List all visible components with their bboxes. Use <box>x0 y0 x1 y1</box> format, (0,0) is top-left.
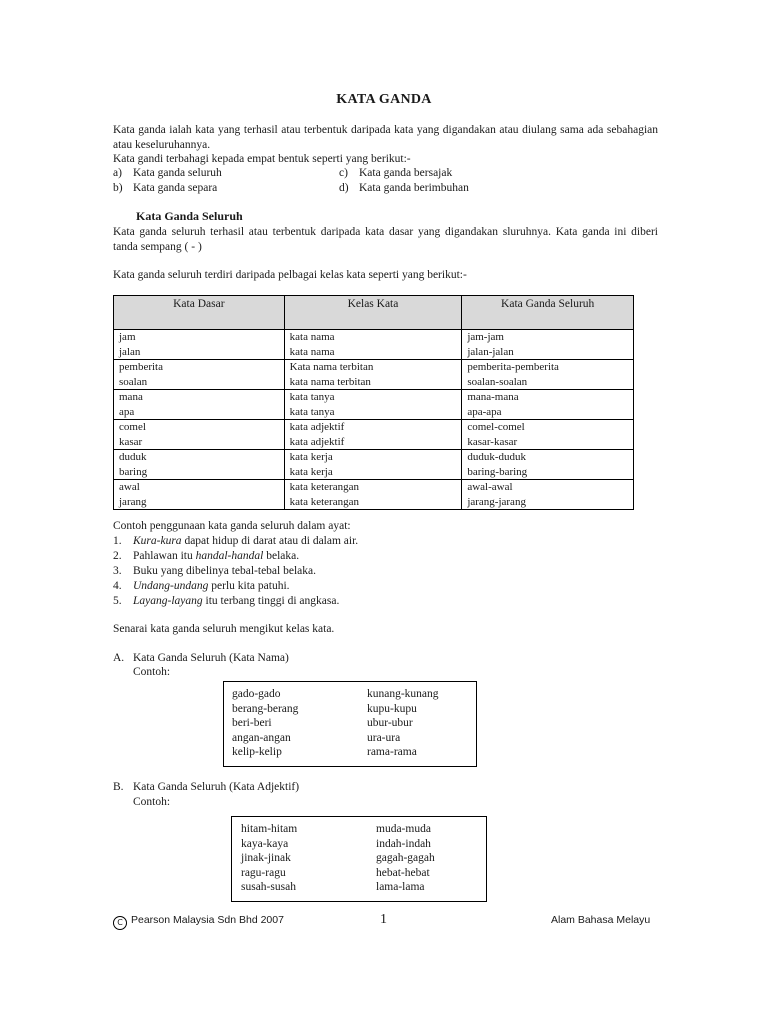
example-word: kupu-kupu <box>367 702 417 715</box>
example-box-kata-nama <box>223 681 477 767</box>
intro-paragraph: Kata ganda ialah kata yang terhasil atau terbentuk daripada kata yang digandakan atau diulang sama ada sebahagian atau keseluruhannya. <box>113 124 658 151</box>
table-row <box>114 450 634 480</box>
table-cell <box>462 390 634 420</box>
section-b-heading: Kata Ganda Seluruh (Kata Adjektif) <box>133 781 300 793</box>
table-cell <box>284 390 462 420</box>
cell-line: kasar <box>119 435 143 448</box>
option-text: Kata ganda separa <box>133 182 218 194</box>
sentence-text: perlu kita patuhi. <box>208 580 290 592</box>
cell-line: jalan-jalan <box>467 345 514 358</box>
table-cell <box>114 480 285 510</box>
example-column <box>241 822 297 895</box>
table-cell <box>284 330 462 360</box>
cell-line: awal <box>119 481 140 493</box>
column-header: Kata Ganda Seluruh <box>462 296 634 330</box>
table-row <box>114 390 634 420</box>
footer-book-title: Alam Bahasa Melayu <box>551 914 651 926</box>
example-sentence <box>113 594 339 609</box>
page-title: KATA GANDA <box>336 92 432 107</box>
list-intro: Senarai kata ganda seluruh mengikut kelas kata. <box>113 623 335 635</box>
cell-line: kata keterangan <box>289 495 359 508</box>
sentence-number: 4. <box>113 580 122 592</box>
cell-line: kata kerja <box>289 465 333 478</box>
option-text: Kata ganda berimbuhan <box>359 182 469 194</box>
table-header-row <box>114 296 634 330</box>
cell-line: kata nama terbitan <box>289 375 371 388</box>
section-heading: Kata Ganda Seluruh <box>136 209 243 223</box>
example-word: ragu-ragu <box>241 866 286 879</box>
page-number: 1 <box>380 912 387 927</box>
table-cell <box>462 480 634 510</box>
table-cell <box>114 360 285 390</box>
example-box-kata-adjektif <box>231 816 487 902</box>
table-cell <box>114 450 285 480</box>
example-column <box>367 687 439 760</box>
example-word: muda-muda <box>376 823 431 835</box>
cell-line: soalan-soalan <box>467 375 528 388</box>
cell-line: jarang <box>119 495 147 508</box>
example-word: indah-indah <box>376 837 431 850</box>
table-cell <box>284 360 462 390</box>
intro-forms-line: Kata gandi terbahagi kepada empat bentuk seperti yang berikut:- <box>113 153 411 165</box>
section-paragraph: Kata ganda seluruh terhasil atau terbentuk daripada kata dasar yang digandakan sluruhnya. Kata ganda ini diberi tanda sempang ( - ) <box>113 226 658 253</box>
table-cell <box>462 360 634 390</box>
table-cell <box>114 420 285 450</box>
example-word: hitam-hitam <box>241 823 298 835</box>
cell-line: kata adjektif <box>289 421 345 433</box>
copyright-icon: C <box>113 916 127 930</box>
option-text: Kata ganda bersajak <box>359 167 453 179</box>
sentence-text: Pahlawan itu <box>133 550 196 562</box>
example-word: berang-berang <box>232 702 299 715</box>
sentence-emphasis: Undang-undang <box>133 580 209 592</box>
example-word: angan-angan <box>232 731 291 744</box>
table-cell <box>114 390 285 420</box>
cell-line: kata adjektif <box>289 435 345 448</box>
table-intro: Kata ganda seluruh terdiri daripada pelbagai kelas kata seperti yang berikut:- <box>113 269 467 281</box>
option-a <box>113 166 222 181</box>
cell-line: baring-baring <box>467 465 528 478</box>
cell-line: awal-awal <box>467 481 513 493</box>
table-cell <box>284 420 462 450</box>
sentence-number: 5. <box>113 595 122 607</box>
cell-line: comel-comel <box>467 421 525 433</box>
cell-line: kata nama <box>289 331 335 343</box>
sentence-number: 1. <box>113 535 122 547</box>
option-letter: b) <box>113 182 123 194</box>
example-word: kunang-kunang <box>367 688 439 700</box>
cell-line: soalan <box>119 375 148 388</box>
cell-line: jam <box>119 331 136 343</box>
table-cell <box>114 330 285 360</box>
column-header: Kelas Kata <box>284 296 462 330</box>
example-sentence <box>113 579 290 594</box>
option-c <box>339 166 452 181</box>
option-letter: d) <box>339 182 349 194</box>
table-row <box>114 480 634 510</box>
example-word: beri-beri <box>232 717 272 730</box>
cell-line: jalan <box>119 345 141 358</box>
example-sentence <box>113 534 358 549</box>
option-letter: a) <box>113 167 122 179</box>
cell-line: Kata nama terbitan <box>289 361 374 373</box>
cell-line: kata keterangan <box>289 481 359 493</box>
example-word: susah-susah <box>241 881 296 894</box>
option-d <box>339 181 469 196</box>
sentence-text: Buku yang dibelinya tebal-tebal belaka. <box>133 565 316 577</box>
section-b-contoh: Contoh: <box>133 796 171 808</box>
sentence-text: itu terbang tinggi di angkasa. <box>202 595 340 607</box>
example-word: jinak-jinak <box>241 852 291 865</box>
cell-line: apa <box>119 405 135 418</box>
section-a-letter: A. <box>113 652 125 664</box>
cell-line: kata tanya <box>289 405 335 418</box>
cell-line: mana-mana <box>467 391 519 403</box>
example-column <box>232 687 298 760</box>
cell-line: apa-apa <box>467 405 502 418</box>
sentence-emphasis: Layang-layang <box>133 595 203 607</box>
cell-line: jarang-jarang <box>467 495 526 508</box>
section-b-letter: B. <box>113 781 124 793</box>
sentence-emphasis: handal-handal <box>195 550 264 562</box>
table-row <box>114 330 634 360</box>
example-sentence <box>113 564 316 579</box>
cell-line: pemberita <box>119 361 163 373</box>
option-letter: c) <box>339 167 348 179</box>
table-row <box>114 360 634 390</box>
table-cell <box>462 330 634 360</box>
examples-heading: Contoh penggunaan kata ganda seluruh dalam ayat: <box>113 520 351 532</box>
example-word: lama-lama <box>376 881 425 894</box>
option-text: Kata ganda seluruh <box>133 167 222 179</box>
cell-line: mana <box>119 391 143 403</box>
example-word: ura-ura <box>367 731 401 744</box>
example-word: rama-rama <box>367 746 417 759</box>
example-sentence <box>113 549 299 564</box>
cell-line: kasar-kasar <box>467 435 518 448</box>
sentence-emphasis: Kura-kura <box>133 535 182 547</box>
table-row <box>114 420 634 450</box>
cell-line: baring <box>119 465 148 478</box>
table-cell <box>462 420 634 450</box>
cell-line: jam-jam <box>467 331 504 343</box>
footer-copyright <box>113 914 284 930</box>
example-word: gado-gado <box>232 688 281 700</box>
kata-ganda-table <box>113 295 634 510</box>
option-b <box>113 181 217 196</box>
cell-line: comel <box>119 421 146 433</box>
table-cell <box>462 450 634 480</box>
section-a-heading: Kata Ganda Seluruh (Kata Nama) <box>133 652 289 664</box>
example-word: hebat-hebat <box>376 866 430 879</box>
column-header: Kata Dasar <box>114 296 285 330</box>
cell-line: kata tanya <box>289 391 335 403</box>
cell-line: pemberita-pemberita <box>467 361 559 373</box>
footer-publisher: Pearson Malaysia Sdn Bhd 2007 <box>131 914 284 926</box>
section-a-contoh: Contoh: <box>133 666 171 678</box>
example-word: gagah-gagah <box>376 852 435 865</box>
example-word: kaya-kaya <box>241 837 289 850</box>
sentence-text: belaka. <box>263 550 300 562</box>
cell-line: duduk-duduk <box>467 451 526 463</box>
cell-line: duduk <box>119 451 147 463</box>
example-column <box>376 822 435 895</box>
cell-line: kata nama <box>289 345 335 358</box>
sentence-number: 2. <box>113 550 122 562</box>
cell-line: kata kerja <box>289 451 333 463</box>
sentence-number: 3. <box>113 565 122 577</box>
table-cell <box>284 450 462 480</box>
sentence-text: dapat hidup di darat atau di dalam air. <box>181 535 359 547</box>
example-word: kelip-kelip <box>232 746 282 759</box>
table-cell <box>284 480 462 510</box>
example-word: ubur-ubur <box>367 717 413 730</box>
